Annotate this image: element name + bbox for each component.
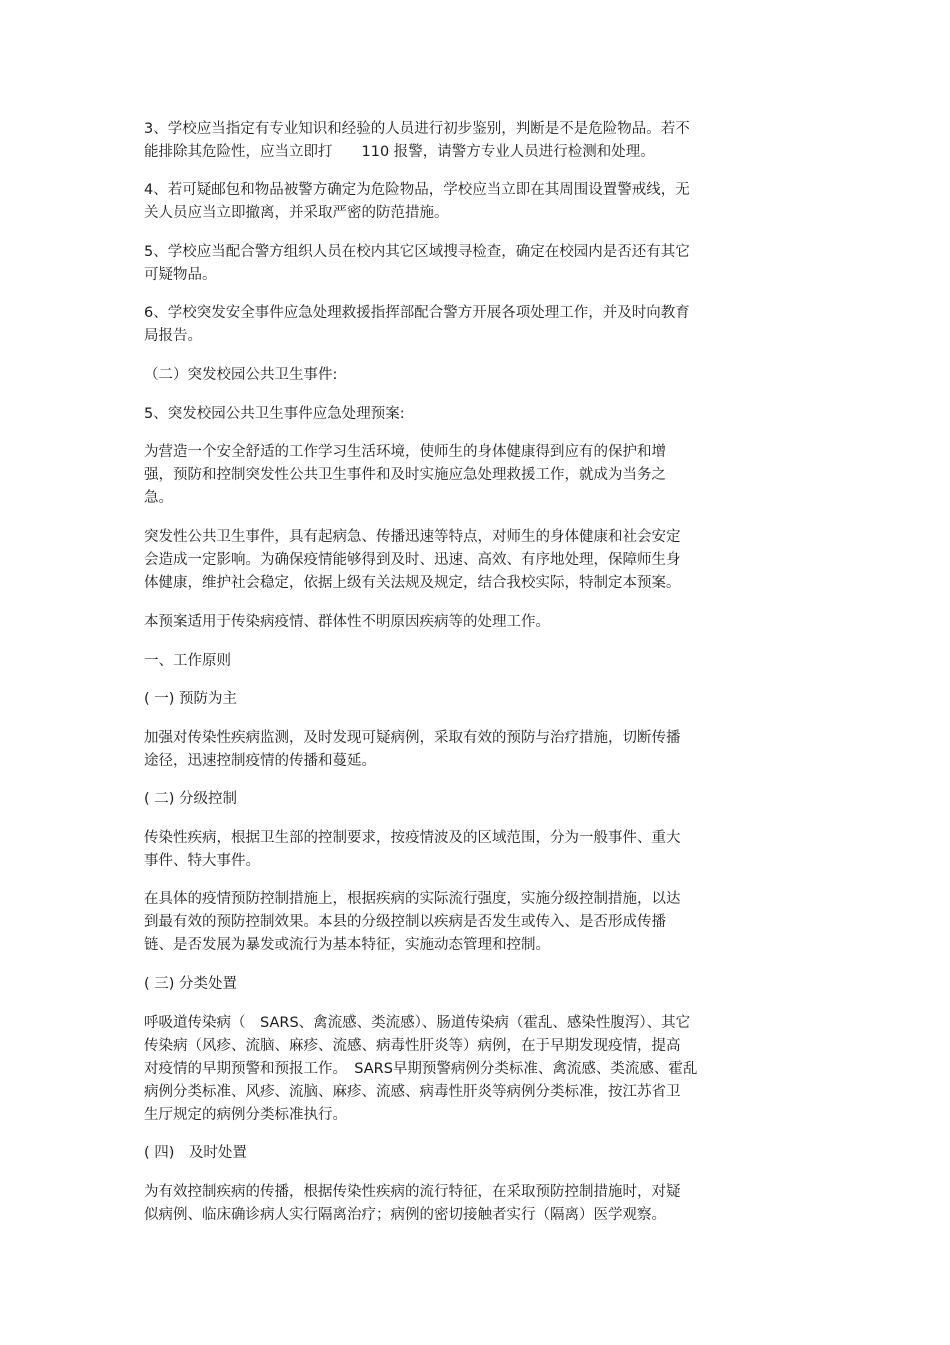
text-line: 5、突发校园公共卫生事件应急处理预案: [144, 406, 405, 422]
paragraph-item-5 [144, 241, 784, 287]
paragraph-item-4 [144, 179, 784, 225]
paragraph-grading-detail [144, 888, 784, 957]
text-line: 传染病（风疹、流脑、麻疹、流感、病毒性肝炎等）病例，在于早期发现疫情，提高 [144, 1038, 681, 1054]
text-line: 呼吸道传染病（ SARS、禽流感、类流感）、肠道传染病（霍乱、感染性腹泻）、其它 [144, 1015, 691, 1031]
subheading-timely [144, 1142, 784, 1165]
text-line: 为有效控制疾病的传播，根据传染性疾病的流行特征，在采取预防控制措施时，对疑 [144, 1184, 681, 1200]
text-line: 会造成一定影响。为确保疫情能够得到及时、迅速、高效、有序地处理，保障师生身 [144, 552, 681, 568]
text-line: 似病例、临床确诊病人实行隔离治疗；病例的密切接触者实行（隔离）医学观察。 [144, 1207, 666, 1223]
text-line: 关人员应当立即撤离，并采取严密的防范措施。 [144, 205, 449, 221]
text-line: 体健康，维护社会稳定，依据上级有关法规及规定，结合我校实际，特制定本预案。 [144, 575, 681, 591]
subheading-grading [144, 788, 784, 811]
paragraph-grading [144, 827, 784, 873]
text-line: 5、学校应当配合警方组织人员在校内其它区域搜寻检查，确定在校园内是否还有其它 [144, 244, 690, 260]
text-line: （二）突发校园公共卫生事件: [144, 367, 338, 383]
section-heading [144, 364, 784, 387]
text-line: 为营造一个安全舒适的工作学习生活环境，使师生的身体健康得到应有的保护和增 [144, 444, 666, 460]
text-line: 对疫情的早期预警和预报工作。 SARS早期预警病例分类标准、禽流感、类流感、霍乱 [144, 1061, 698, 1077]
subheading-classification [144, 973, 784, 996]
text-line: ( 三) 分类处置 [144, 976, 238, 992]
text-line: 事件、特大事件。 [144, 853, 260, 869]
text-line: 6、学校突发安全事件应急处理救援指挥部配合警方开展各项处理工作，并及时向教育 [144, 305, 690, 321]
subheading-prevention [144, 688, 784, 711]
paragraph-purpose [144, 526, 784, 595]
text-line: ( 四) 及时处置 [144, 1145, 247, 1161]
text-line: 4、若可疑邮包和物品被警方确定为危险物品，学校应当立即在其周围设置警戒线，无 [144, 182, 690, 198]
text-line: 强，预防和控制突发性公共卫生事件和及时实施应急处理救援工作，就成为当务之 [144, 467, 666, 483]
paragraph-timely [144, 1181, 784, 1227]
text-line: 一、工作原则 [144, 653, 231, 669]
paragraph-scope [144, 611, 784, 634]
paragraph-classification [144, 1012, 784, 1127]
text-line: 急。 [144, 490, 173, 506]
text-line: 链、是否发展为暴发或流行为基本特征，实施动态管理和控制。 [144, 937, 550, 953]
text-line: 3、学校应当指定有专业知识和经验的人员进行初步鉴别，判断是不是危险物品。若不 [144, 121, 690, 137]
text-line: 传染性疾病，根据卫生部的控制要求，按疫情波及的区域范围，分为一般事件、重大 [144, 830, 681, 846]
paragraph-intro [144, 441, 784, 510]
text-line: 途径，迅速控制疫情的传播和蔓延。 [144, 753, 376, 769]
text-line: 可疑物品。 [144, 267, 217, 283]
text-line: ( 二) 分级控制 [144, 791, 238, 807]
principles-heading [144, 650, 784, 673]
text-line: 本预案适用于传染病疫情、群体性不明原因疾病等的处理工作。 [144, 614, 550, 630]
text-line: 局报告。 [144, 328, 202, 344]
text-line: 生厅规定的病例分类标准执行。 [144, 1107, 347, 1123]
plan-heading [144, 403, 784, 426]
text-line: 病例分类标准、风疹、流脑、麻疹、流感、病毒性肝炎等病例分类标准，按江苏省卫 [144, 1084, 681, 1100]
text-line: 突发性公共卫生事件，具有起病急、传播迅速等特点，对师生的身体健康和社会安定 [144, 529, 681, 545]
text-line: 加强对传染性疾病监测，及时发现可疑病例，采取有效的预防与治疗措施，切断传播 [144, 730, 681, 746]
paragraph-prevention [144, 727, 784, 773]
text-line: 在具体的疫情预防控制措施上，根据疾病的实际流行强度，实施分级控制措施，以达 [144, 891, 681, 907]
paragraph-item-6 [144, 302, 784, 348]
paragraph-item-3 [144, 118, 784, 164]
text-line: ( 一) 预防为主 [144, 691, 238, 707]
text-line: 能排除其危险性，应当立即打 110 报警，请警方专业人员进行检测和处理。 [144, 144, 655, 160]
text-line: 到最有效的预防控制效果。本县的分级控制以疾病是否发生或传入、是否形成传播 [144, 914, 666, 930]
